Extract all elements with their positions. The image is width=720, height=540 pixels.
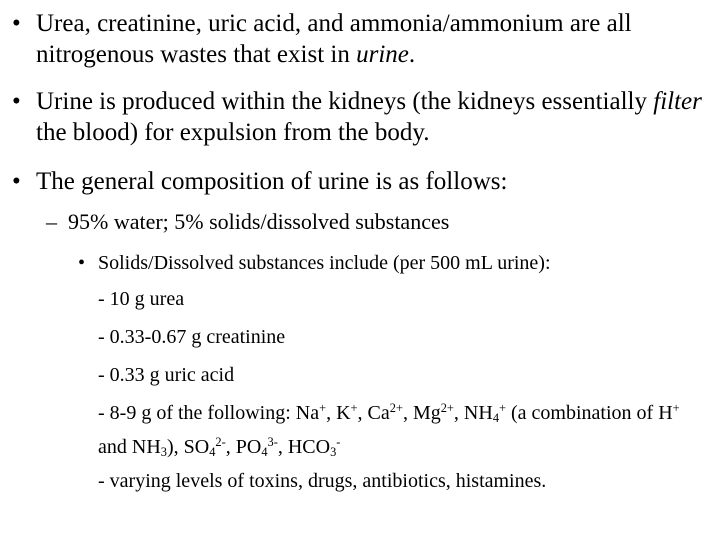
- item-ions: - 8-9 g of the following: Na+, K+, $Ca^{2+}$, $Mg^{2+}$, $NH_4^+$ (a combination of H+ and $NH_3$), $SO_4^{2-}$, $PO_4^{3-}$, $HCO_3^-$: [98, 401, 680, 460]
- bullet-text: Urine is produced within the kidneys (the kidneys essentially filter the blood) for expulsion from the body.: [36, 88, 702, 146]
- subbullet-water-solids: [46, 208, 706, 236]
- emphasis-urine: urine: [356, 41, 409, 68]
- item-creatinine: - 0.33-0.67 g creatinine: [98, 326, 286, 348]
- bullet-marker: •: [78, 252, 86, 274]
- bullet-text: Urea, creatinine, uric acid, and ammonia/ammonium are all nitrogenous wastes that exist in urine.: [36, 10, 632, 68]
- subsubbullet-solids: [78, 246, 708, 280]
- bullet-composition: [12, 166, 712, 197]
- bullet-text: The general composition of urine is as follows:: [36, 168, 508, 195]
- item-uric-acid: - 0.33 g uric acid: [98, 364, 235, 386]
- bullet-marker: •: [12, 168, 21, 195]
- bullet-urine-production: [12, 86, 712, 148]
- subsubbullet-text: Solids/Dissolved substances include (per 500 mL urine):: [98, 252, 551, 274]
- item-urea: - 10 g urea: [98, 288, 185, 310]
- bullet-marker: •: [12, 88, 21, 115]
- emphasis-filter: filter: [653, 88, 702, 115]
- bullet-nitrogenous-wastes: [12, 8, 712, 70]
- dash-marker: –: [46, 209, 57, 234]
- subbullet-text: 95% water; 5% solids/dissolved substances: [68, 209, 450, 234]
- item-toxins: - varying levels of toxins, drugs, antibiotics, histamines.: [98, 470, 547, 492]
- bullet-marker: •: [12, 10, 21, 37]
